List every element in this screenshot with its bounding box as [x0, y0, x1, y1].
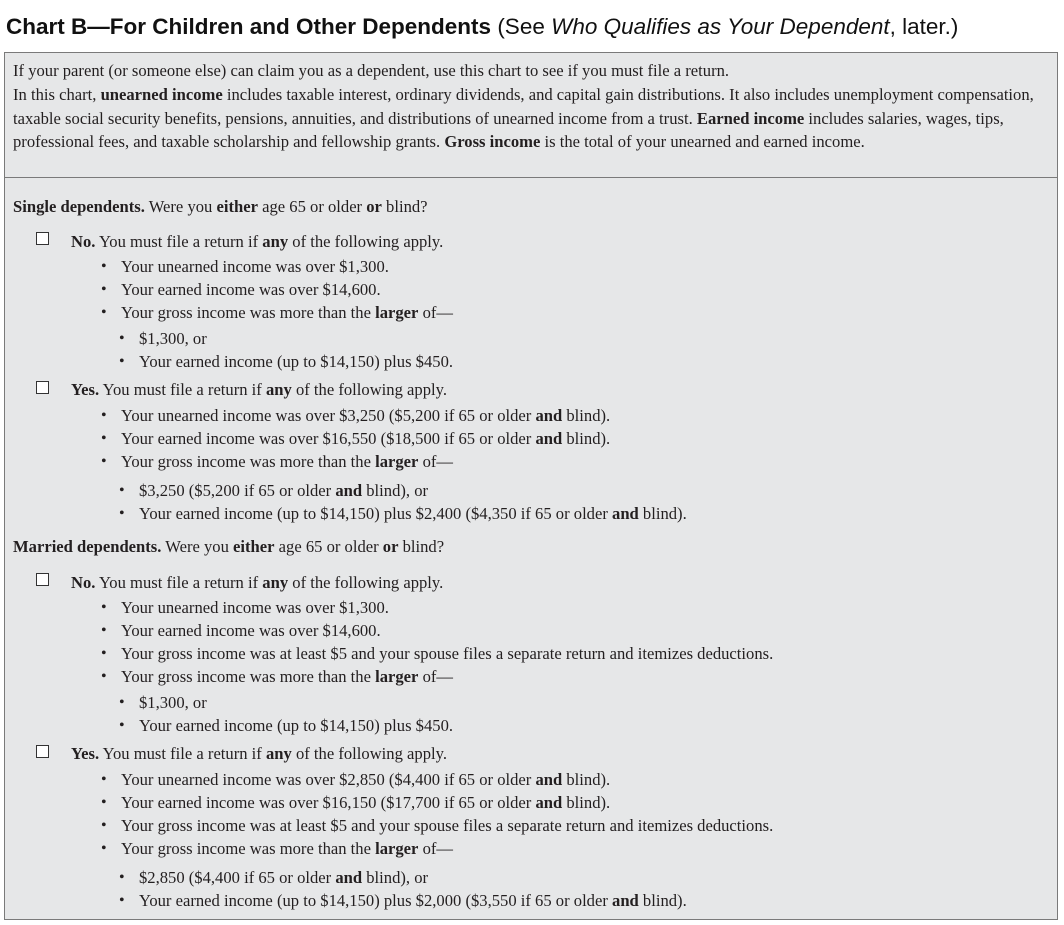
bullet-icon: • [101, 668, 107, 685]
single-yes-item-1-post: blind). [562, 406, 611, 425]
married-yes-item-2-pre: Your earned income was over $16,150 ($17,700 if 65 or older [121, 793, 536, 812]
married-yes-sub-1-and: and [335, 868, 363, 887]
single-dependents-heading [13, 197, 428, 217]
married-yes-item-1-pre: Your unearned income was over $2,850 ($4,400 if 65 or older [121, 770, 536, 789]
single-no-checkbox[interactable] [36, 232, 49, 245]
term-gross-income: Gross income [444, 132, 541, 152]
single-yes-checkbox[interactable] [36, 381, 49, 394]
term-earned-income: Earned income [696, 108, 805, 128]
single-yes-item-1-and: and [535, 406, 563, 425]
married-no-label [71, 573, 443, 593]
single-yes-sub-2-pre: Your earned income (up to $14,150) plus $2,400 ($4,350 if 65 or older [139, 504, 613, 523]
married-yes-lead-2: of the following apply. [291, 744, 447, 763]
single-yes-item-3 [121, 452, 453, 472]
bullet-icon: • [101, 599, 107, 616]
chart-box [4, 52, 1058, 920]
intro-p2-post: includes taxable interest, ordinary dividends, and capital gain distributions. It also includes unemployment compensation, taxable social security benefits, pensions, annuities, and distributions of unearned income from a trust. [13, 84, 1034, 128]
single-yes-item-1-pre: Your unearned income was over $3,250 ($5,200 if 65 or older [121, 406, 536, 425]
single-no-lead-2: of the following apply. [288, 232, 444, 251]
title-see-pre: (See [497, 14, 552, 39]
married-no-any: any [262, 573, 289, 592]
married-yes-checkbox[interactable] [36, 745, 49, 758]
title-see-link-text: Who Qualifies as Your Dependent [551, 14, 890, 39]
married-yes-item-3: Your gross income was at least $5 and your spouse files a separate return and itemizes deductions. [121, 816, 774, 835]
married-yes-larger: larger [375, 839, 419, 858]
single-yes-lead-2: of the following apply. [291, 380, 447, 399]
married-no-item-4-pre: Your gross income was more than the [121, 667, 376, 686]
married-yes-item-1-post: blind). [562, 770, 611, 789]
married-yes-item-4-pre: Your gross income was more than the [121, 839, 376, 858]
single-no-item-1: Your unearned income was over $1,300. [121, 257, 389, 276]
married-no-sub-2: Your earned income (up to $14,150) plus $450. [139, 716, 454, 735]
married-yes-item-1-and: and [535, 770, 563, 789]
single-no-sub-2: Your earned income (up to $14,150) plus $450. [139, 352, 454, 371]
married-yes-item-2 [121, 793, 610, 813]
bullet-icon: • [119, 330, 125, 347]
married-yes-sub-2-pre: Your earned income (up to $14,150) plus $2,000 ($3,550 if 65 or older [139, 891, 613, 910]
married-heading-text: Were you [161, 537, 234, 556]
married-no-item-2: Your earned income was over $14,600. [121, 621, 381, 640]
bullet-icon: • [101, 794, 107, 811]
married-heading-text-3: blind? [398, 537, 445, 556]
single-yes-sub-2-and: and [612, 504, 639, 523]
single-no-larger: larger [375, 303, 419, 322]
married-no-item-4 [121, 667, 453, 687]
married-yes-item-2-post: blind). [562, 793, 611, 812]
title-see-post: , later.) [889, 14, 959, 39]
married-yes-lead: You must file a return if [99, 744, 266, 763]
single-yes-sub-1-pre: $3,250 ($5,200 if 65 or older [139, 481, 336, 500]
married-heading-text-2: age 65 or older [274, 537, 383, 556]
married-yes-sub-2 [139, 891, 687, 911]
married-yes-item-1 [121, 770, 610, 790]
intro-section [5, 53, 1057, 178]
married-no-lead-2: of the following apply. [288, 573, 444, 592]
single-heading-text-3: blind? [381, 197, 428, 216]
bullet-icon: • [101, 258, 107, 275]
single-yes-item-2-pre: Your earned income was over $16,550 ($18,500 if 65 or older [121, 429, 536, 448]
term-unearned-income: unearned income [100, 84, 223, 104]
single-heading-bold: Single dependents. [13, 197, 145, 216]
intro-p3-post: is the total of your unearned and earned income. [540, 132, 865, 152]
single-no-lead: You must file a return if [95, 232, 263, 251]
single-yes-item-3-post: of— [418, 452, 453, 471]
bullet-icon: • [119, 694, 125, 711]
married-dependents-heading [13, 537, 444, 557]
bullet-icon: • [119, 482, 125, 499]
single-no-item-3 [121, 303, 453, 323]
single-yes-word: Yes. [71, 380, 100, 399]
married-no-lead: You must file a return if [95, 573, 263, 592]
married-no-sub-1: $1,300, or [139, 693, 207, 712]
single-yes-sub-2 [139, 504, 687, 524]
single-heading-text-2: age 65 or older [257, 197, 367, 216]
married-heading-bold: Married dependents. [13, 537, 162, 556]
intro-p1: If your parent (or someone else) can claim you as a dependent, use this chart to see if you must file a return. [13, 61, 730, 80]
single-no-item-2: Your earned income was over $14,600. [121, 280, 381, 299]
bullet-icon: • [101, 771, 107, 788]
single-yes-larger: larger [375, 452, 419, 471]
bullet-icon: • [119, 353, 125, 370]
married-no-item-1: Your unearned income was over $1,300. [121, 598, 389, 617]
single-yes-item-2-post: blind). [562, 429, 611, 448]
bullet-icon: • [101, 840, 107, 857]
married-yes-any: any [265, 744, 292, 763]
single-yes-item-1 [121, 406, 610, 426]
married-yes-item-4 [121, 839, 453, 859]
married-yes-label [71, 744, 447, 764]
bullet-icon: • [101, 407, 107, 424]
bullet-icon: • [101, 281, 107, 298]
bullet-icon: • [101, 622, 107, 639]
married-no-larger: larger [375, 667, 419, 686]
bullet-icon: • [101, 304, 107, 321]
married-yes-sub-2-post: blind). [638, 891, 687, 910]
married-yes-sub-1 [139, 868, 428, 888]
bullet-icon: • [119, 717, 125, 734]
married-no-word: No. [71, 573, 96, 592]
single-no-sub-1: $1,300, or [139, 329, 207, 348]
married-heading-either: either [233, 537, 275, 556]
single-no-item-3-post: of— [418, 303, 453, 322]
bullet-icon: • [119, 505, 125, 522]
intro-paragraph-2 [13, 83, 1057, 154]
married-yes-item-2-and: and [535, 793, 563, 812]
single-yes-item-2-and: and [535, 429, 563, 448]
single-yes-sub-1-and: and [335, 481, 363, 500]
single-yes-label [71, 380, 447, 400]
single-heading-text: Were you [144, 197, 217, 216]
married-yes-sub-1-post: blind), or [362, 868, 429, 887]
married-no-item-4-post: of— [418, 667, 453, 686]
single-yes-sub-1 [139, 481, 428, 501]
single-yes-item-2 [121, 429, 610, 449]
single-yes-item-3-pre: Your gross income was more than the [121, 452, 376, 471]
intro-paragraph-1 [13, 59, 1057, 83]
married-yes-item-4-post: of— [418, 839, 453, 858]
intro-p2-pre: In this chart, [13, 84, 101, 104]
single-yes-lead: You must file a return if [99, 380, 266, 399]
bullet-icon: • [101, 645, 107, 662]
single-yes-sub-2-post: blind). [638, 504, 687, 523]
bullet-icon: • [119, 892, 125, 909]
married-no-checkbox[interactable] [36, 573, 49, 586]
bullet-icon: • [119, 869, 125, 886]
title-main: Chart B—For Children and Other Dependents [6, 14, 492, 39]
bullet-icon: • [101, 430, 107, 447]
intro-p3-mid: includes salaries, wages, tips, professional fees, and taxable scholarship and fellowship grants. [13, 108, 1004, 152]
single-no-label [71, 232, 443, 252]
married-heading-or: or [382, 537, 399, 556]
single-heading-either: either [216, 197, 258, 216]
married-yes-word: Yes. [71, 744, 100, 763]
bullet-icon: • [101, 817, 107, 834]
chart-title [6, 16, 958, 39]
single-yes-sub-1-post: blind), or [362, 481, 429, 500]
married-no-item-3: Your gross income was at least $5 and your spouse files a separate return and itemizes deductions. [121, 644, 774, 663]
single-heading-or: or [366, 197, 382, 216]
single-no-item-3-pre: Your gross income was more than the [121, 303, 376, 322]
single-no-word: No. [71, 232, 96, 251]
bullet-icon: • [101, 453, 107, 470]
married-yes-sub-2-and: and [612, 891, 639, 910]
married-yes-sub-1-pre: $2,850 ($4,400 if 65 or older [139, 868, 336, 887]
single-no-any: any [262, 232, 289, 251]
single-yes-any: any [265, 380, 292, 399]
